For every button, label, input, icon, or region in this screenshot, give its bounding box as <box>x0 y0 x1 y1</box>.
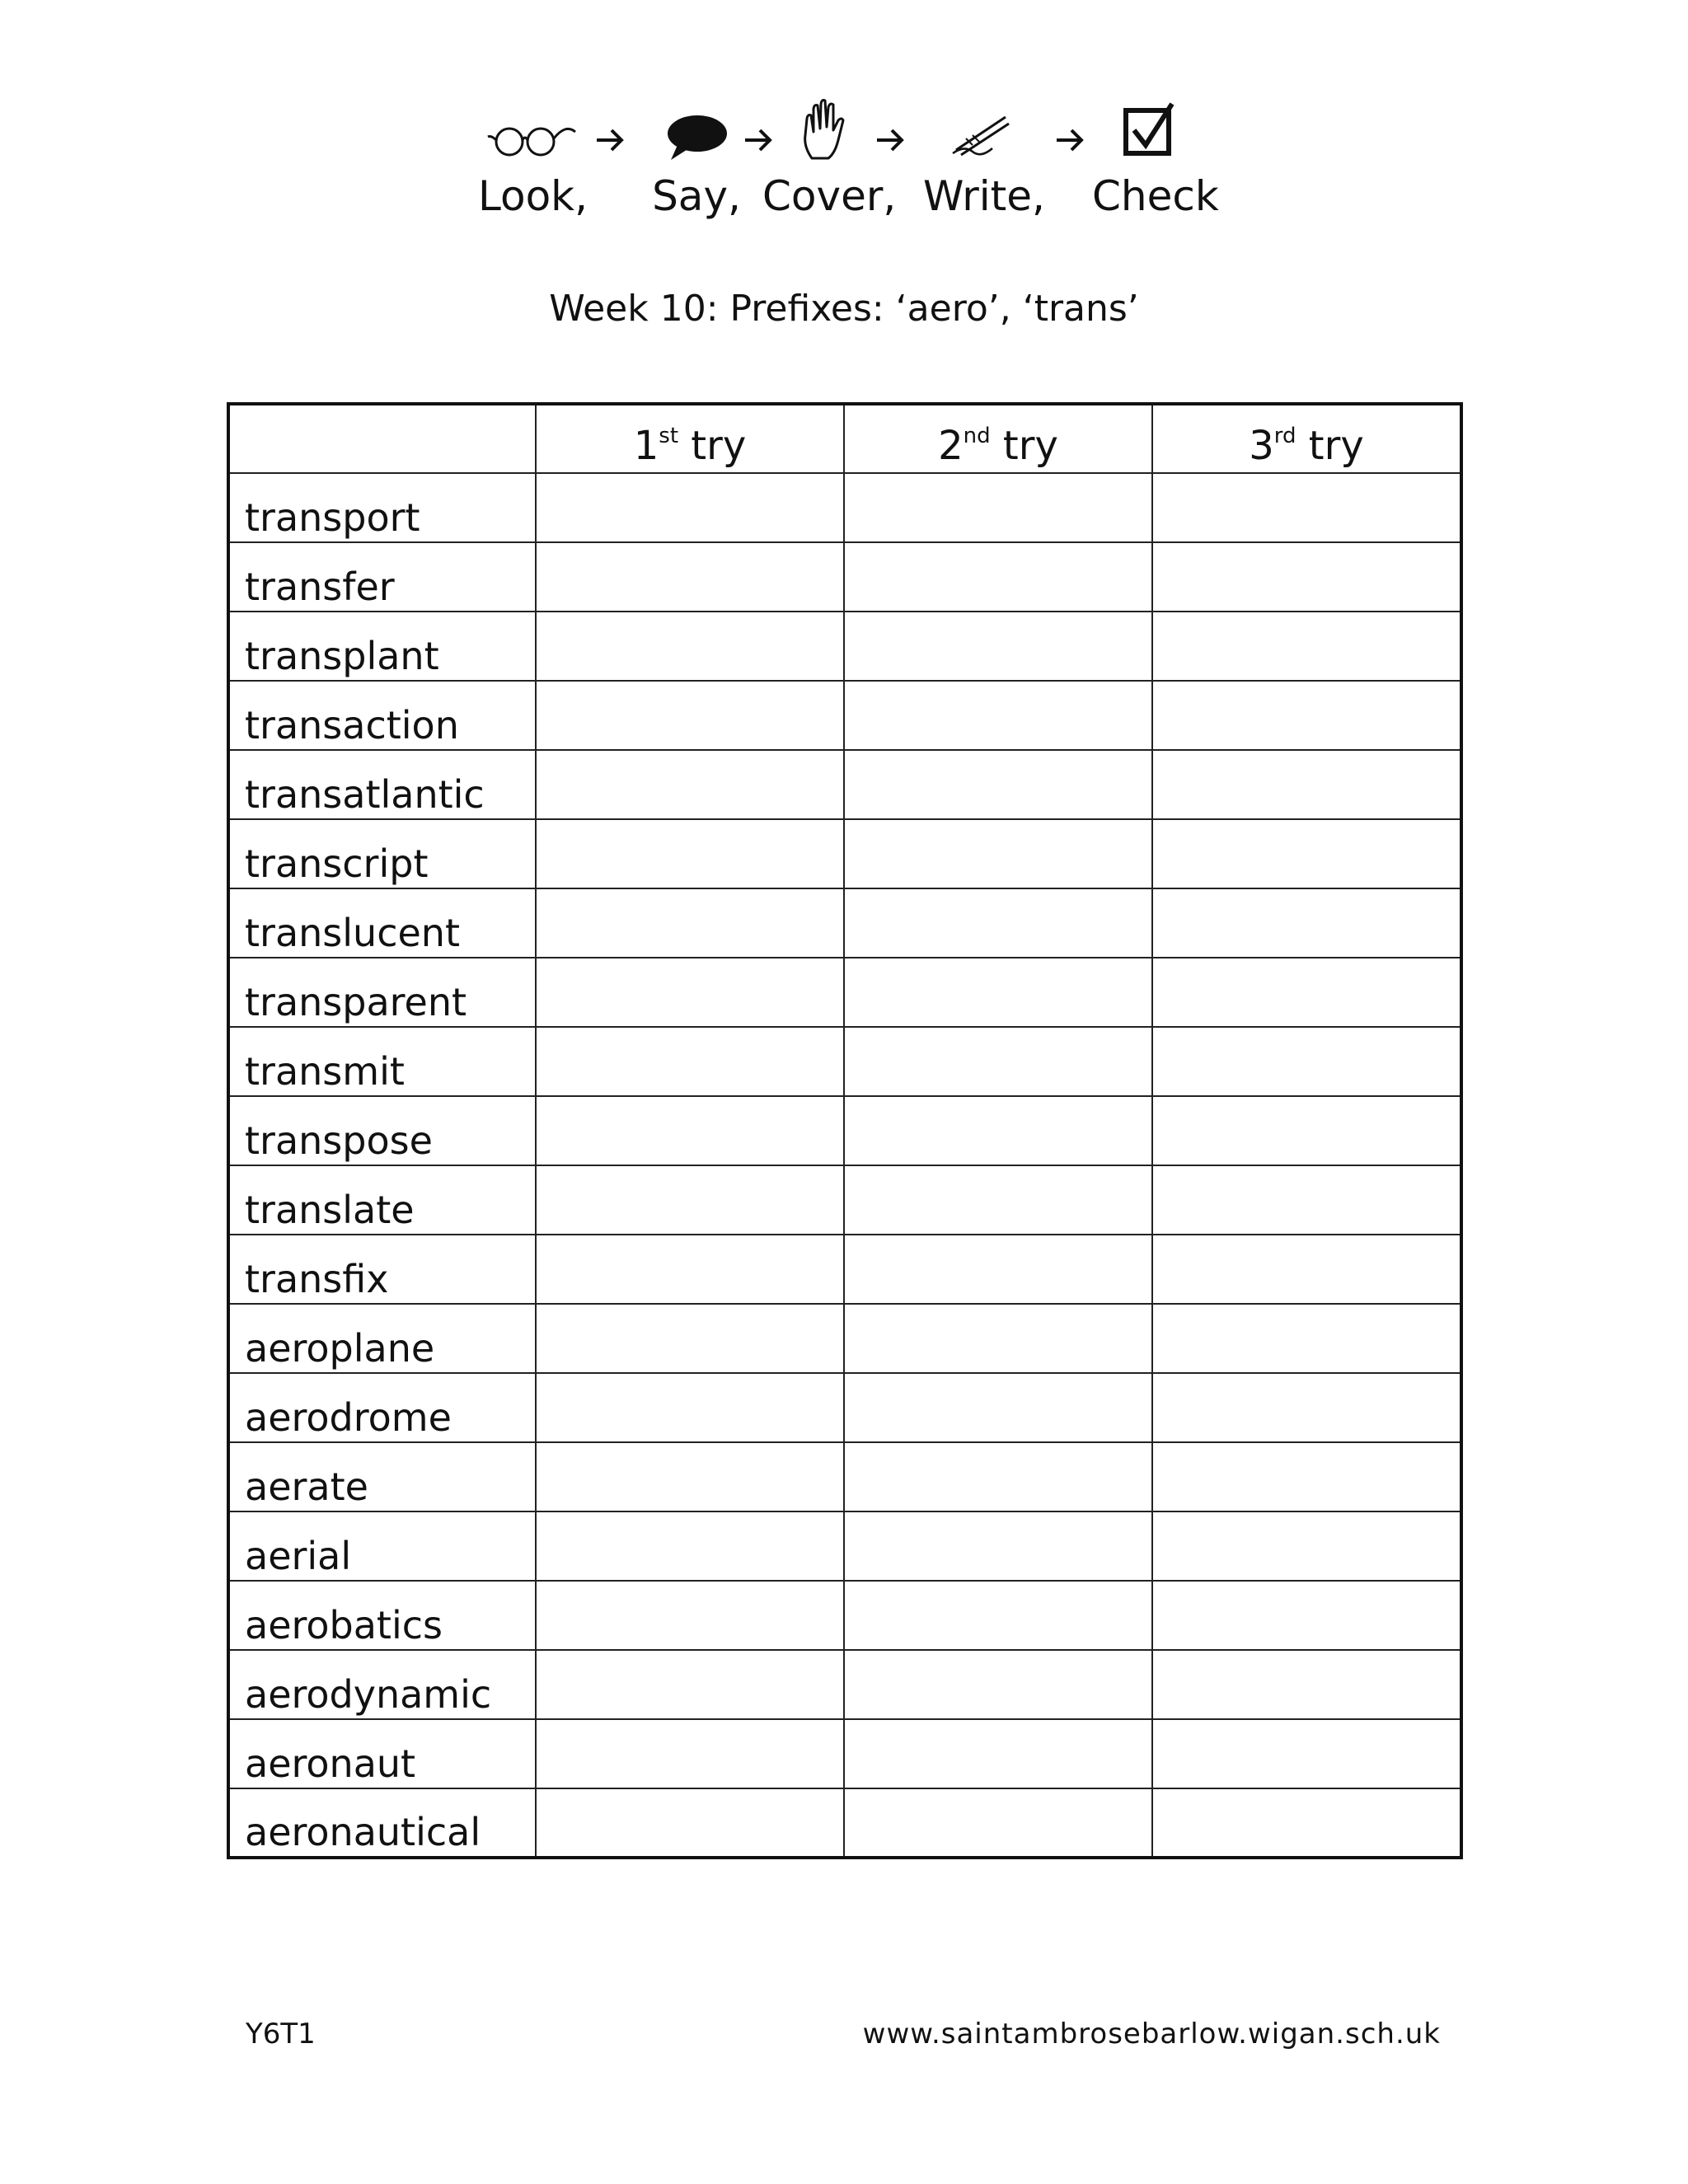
spelling-word: aerodynamic <box>228 1650 536 1719</box>
try-3-cell[interactable] <box>1152 888 1461 958</box>
try-1-cell[interactable] <box>536 1788 844 1858</box>
try-2-cell[interactable] <box>844 1650 1152 1719</box>
try-3-cell[interactable] <box>1152 542 1461 612</box>
try-1-cell[interactable] <box>536 1442 844 1511</box>
spelling-word: transcript <box>228 819 536 888</box>
spelling-word: transpose <box>228 1096 536 1165</box>
try-2-cell[interactable] <box>844 1788 1152 1858</box>
try-1-cell[interactable] <box>536 958 844 1027</box>
try-3-cell[interactable] <box>1152 1027 1461 1096</box>
footer-code: Y6T1 <box>246 2018 316 2050</box>
spelling-word: translate <box>228 1165 536 1235</box>
try-2-cell[interactable] <box>844 1581 1152 1650</box>
try-1-cell[interactable] <box>536 612 844 681</box>
try-2-cell[interactable] <box>844 1304 1152 1373</box>
try-3-cell[interactable] <box>1152 750 1461 819</box>
try-1-cell[interactable] <box>536 1235 844 1304</box>
step-look <box>478 99 588 221</box>
hand-icon <box>795 99 853 165</box>
spelling-word: transfix <box>228 1235 536 1304</box>
pencil-writing-icon <box>948 99 1014 165</box>
header-2nd-try: 2nd try <box>844 404 1152 473</box>
step-write-label: Write, <box>923 172 1045 220</box>
try-3-cell[interactable] <box>1152 1719 1461 1788</box>
table-row <box>228 1373 1461 1442</box>
table-row <box>228 1442 1461 1511</box>
step-check-label: Check <box>1092 172 1219 220</box>
header-blank-cell <box>228 404 536 473</box>
try-1-cell[interactable] <box>536 1096 844 1165</box>
try-1-cell[interactable] <box>536 888 844 958</box>
try-2-cell[interactable] <box>844 612 1152 681</box>
table-row <box>228 819 1461 888</box>
table-row <box>228 1096 1461 1165</box>
try-3-cell[interactable] <box>1152 1511 1461 1581</box>
try-1-cell[interactable] <box>536 681 844 750</box>
spelling-word: translucent <box>228 888 536 958</box>
try-2-cell[interactable] <box>844 750 1152 819</box>
table-row <box>228 1719 1461 1788</box>
try-2-cell[interactable] <box>844 1235 1152 1304</box>
try-1-cell[interactable] <box>536 1650 844 1719</box>
spelling-word: aerobatics <box>228 1581 536 1650</box>
try-2-cell[interactable] <box>844 681 1152 750</box>
try-3-cell[interactable] <box>1152 1788 1461 1858</box>
spelling-word: transatlantic <box>228 750 536 819</box>
step-check <box>1092 99 1219 221</box>
spelling-word: transport <box>228 473 536 542</box>
try-2-cell[interactable] <box>844 888 1152 958</box>
table-row <box>228 888 1461 958</box>
try-1-cell[interactable] <box>536 542 844 612</box>
try-3-cell[interactable] <box>1152 1165 1461 1235</box>
try-1-cell[interactable] <box>536 1581 844 1650</box>
spelling-word: transfer <box>228 542 536 612</box>
table-row <box>228 750 1461 819</box>
try-3-cell[interactable] <box>1152 1304 1461 1373</box>
spelling-word: transmit <box>228 1027 536 1096</box>
try-1-cell[interactable] <box>536 1373 844 1442</box>
table-row <box>228 1650 1461 1719</box>
spelling-word: aeronaut <box>228 1719 536 1788</box>
try-1-cell[interactable] <box>536 819 844 888</box>
step-look-label: Look, <box>478 172 588 220</box>
try-1-cell[interactable] <box>536 750 844 819</box>
try-1-cell[interactable] <box>536 1165 844 1235</box>
try-2-cell[interactable] <box>844 1165 1152 1235</box>
speech-bubble-icon <box>659 99 734 165</box>
table-row <box>228 1165 1461 1235</box>
table-row <box>228 542 1461 612</box>
checkbox-icon <box>1121 99 1179 165</box>
try-2-cell[interactable] <box>844 1373 1152 1442</box>
try-3-cell[interactable] <box>1152 1442 1461 1511</box>
try-1-cell[interactable] <box>536 1304 844 1373</box>
spelling-word: aerial <box>228 1511 536 1581</box>
arrow-right-icon <box>1053 124 1086 157</box>
table-row <box>228 958 1461 1027</box>
try-2-cell[interactable] <box>844 819 1152 888</box>
table-row <box>228 1788 1461 1858</box>
try-1-cell[interactable] <box>536 1719 844 1788</box>
try-3-cell[interactable] <box>1152 612 1461 681</box>
try-3-cell[interactable] <box>1152 1235 1461 1304</box>
spelling-table <box>227 402 1463 1859</box>
table-row <box>228 1581 1461 1650</box>
step-say <box>643 99 750 221</box>
step-cover-label: Cover, <box>762 172 897 220</box>
try-1-cell[interactable] <box>536 1511 844 1581</box>
try-2-cell[interactable] <box>844 1096 1152 1165</box>
try-2-cell[interactable] <box>844 1027 1152 1096</box>
step-write <box>923 99 1045 221</box>
try-3-cell[interactable] <box>1152 1650 1461 1719</box>
spelling-word: transaction <box>228 681 536 750</box>
try-3-cell[interactable] <box>1152 819 1461 888</box>
header-1st-try: 1st try <box>536 404 844 473</box>
table-row <box>228 1027 1461 1096</box>
try-1-cell[interactable] <box>536 473 844 542</box>
table-row <box>228 681 1461 750</box>
spelling-word: aerate <box>228 1442 536 1511</box>
step-say-label: Say, <box>652 172 741 220</box>
table-row <box>228 473 1461 542</box>
try-2-cell[interactable] <box>844 1511 1152 1581</box>
try-3-cell[interactable] <box>1152 1096 1461 1165</box>
glasses-icon <box>486 99 577 165</box>
spelling-word: aerodrome <box>228 1373 536 1442</box>
spelling-word: aeroplane <box>228 1304 536 1373</box>
table-row <box>228 1304 1461 1373</box>
look-say-cover-write-check-steps <box>478 99 1220 231</box>
try-3-cell[interactable] <box>1152 958 1461 1027</box>
try-2-cell[interactable] <box>844 1719 1152 1788</box>
arrow-right-icon <box>593 124 626 157</box>
try-3-cell[interactable] <box>1152 1373 1461 1442</box>
try-2-cell[interactable] <box>844 473 1152 542</box>
try-2-cell[interactable] <box>844 542 1152 612</box>
table-header-row <box>228 404 1461 473</box>
try-3-cell[interactable] <box>1152 473 1461 542</box>
header-3rd-try: 3rd try <box>1152 404 1461 473</box>
try-2-cell[interactable] <box>844 1442 1152 1511</box>
try-2-cell[interactable] <box>844 958 1152 1027</box>
spelling-word: aeronautical <box>228 1788 536 1858</box>
spelling-word: transparent <box>228 958 536 1027</box>
step-cover <box>762 99 897 221</box>
try-3-cell[interactable] <box>1152 681 1461 750</box>
table-row <box>228 612 1461 681</box>
worksheet-title: Week 10: Prefixes: ‘aero’, ‘trans’ <box>549 288 1139 330</box>
table-row <box>228 1511 1461 1581</box>
arrow-right-icon <box>874 124 907 157</box>
try-3-cell[interactable] <box>1152 1581 1461 1650</box>
table-row <box>228 1235 1461 1304</box>
try-1-cell[interactable] <box>536 1027 844 1096</box>
spelling-word: transplant <box>228 612 536 681</box>
footer-website: www.saintambrosebarlow.wigan.sch.uk <box>862 2018 1441 2050</box>
